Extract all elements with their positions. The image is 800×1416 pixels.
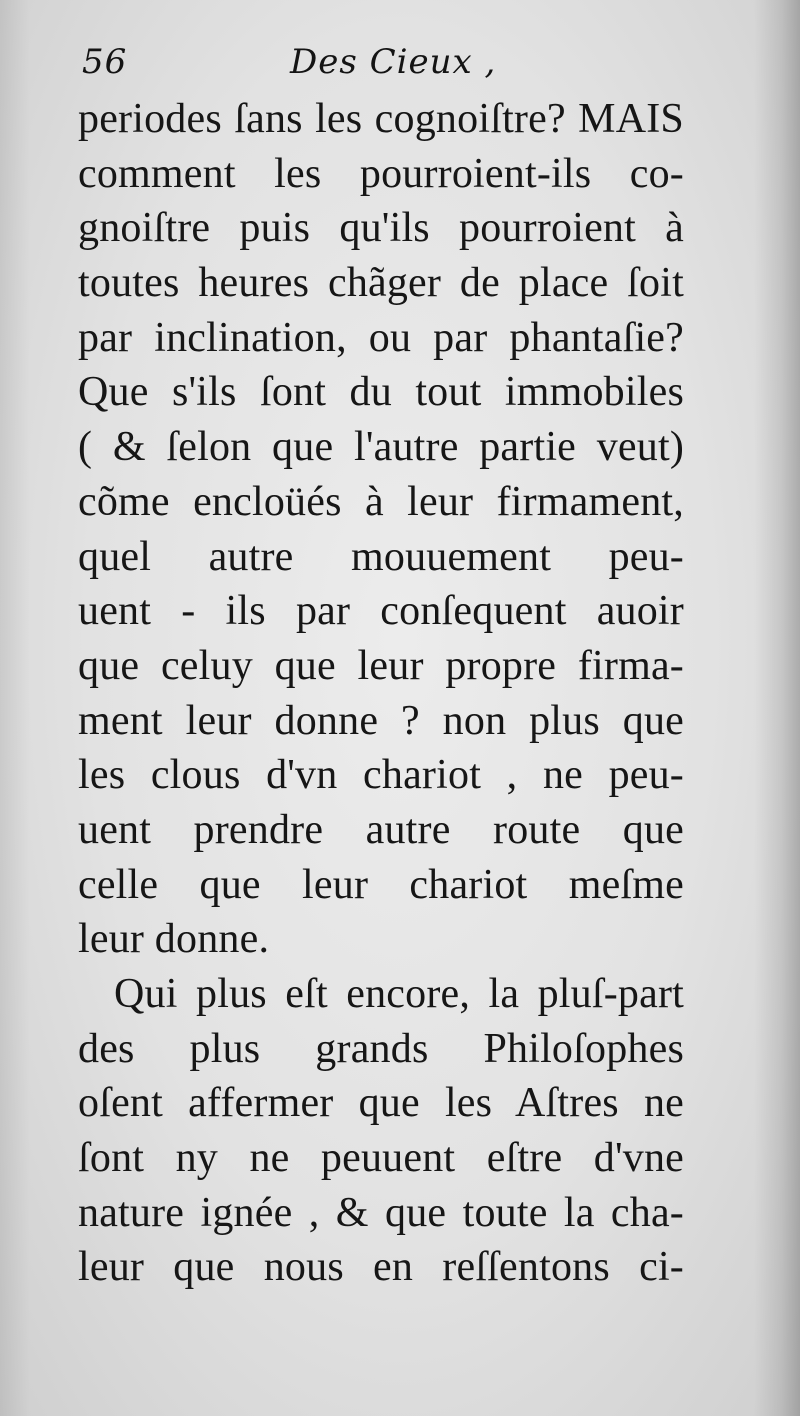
page-gutter-shadow	[754, 0, 800, 1416]
text-line: celle que leur chariot meſme	[78, 861, 684, 908]
text-line: les clous d'vn chariot , ne peu-	[78, 752, 684, 799]
text-line: nature ignée , & que toute la cha-	[78, 1189, 684, 1236]
text-line: oſent affermer que les Aſtres ne	[78, 1080, 684, 1127]
text-line: quel autre mouuement peu-	[78, 533, 684, 580]
text-line: gnoiſtre puis qu'ils pourroient à	[78, 205, 684, 252]
text-line: par inclination, ou par phantaſie?	[78, 314, 684, 361]
text-line: uent prendre autre route que	[78, 806, 684, 853]
paragraph	[78, 92, 684, 967]
page-number: 56	[82, 42, 128, 82]
text-line: ( & ſelon que l'autre partie veut)	[78, 424, 684, 471]
text-line: comment les pourroient-ils co-	[78, 150, 684, 197]
page-left-shadow	[0, 0, 30, 1416]
paragraph	[78, 967, 684, 1295]
text-line: uent - ils par conſequent auoir	[78, 588, 684, 635]
page-header	[82, 42, 682, 92]
text-line: periodes ſans les cognoiſtre? MAIS	[78, 96, 684, 142]
text-line: ment leur donne ? non plus que	[78, 697, 684, 744]
running-head: Des Cieux ,	[290, 42, 497, 82]
text-line: toutes heures chãger de place ſoit	[78, 260, 684, 307]
text-line: cõme encloüés à leur firmament,	[78, 478, 684, 525]
text-line: leur donne.	[78, 916, 270, 963]
text-line: que celuy que leur propre firma-	[78, 642, 684, 689]
text-line: Que s'ils ſont du tout immobiles	[78, 369, 684, 416]
body-text	[78, 92, 684, 1295]
text-line: Qui plus eſt encore, la pluſ-part	[114, 971, 684, 1017]
text-line: leur que nous en reſſentons ci-	[78, 1244, 684, 1291]
text-line: ſont ny ne peuuent eſtre d'vne	[78, 1135, 684, 1182]
text-line: des plus grands Philoſophes	[78, 1025, 684, 1072]
